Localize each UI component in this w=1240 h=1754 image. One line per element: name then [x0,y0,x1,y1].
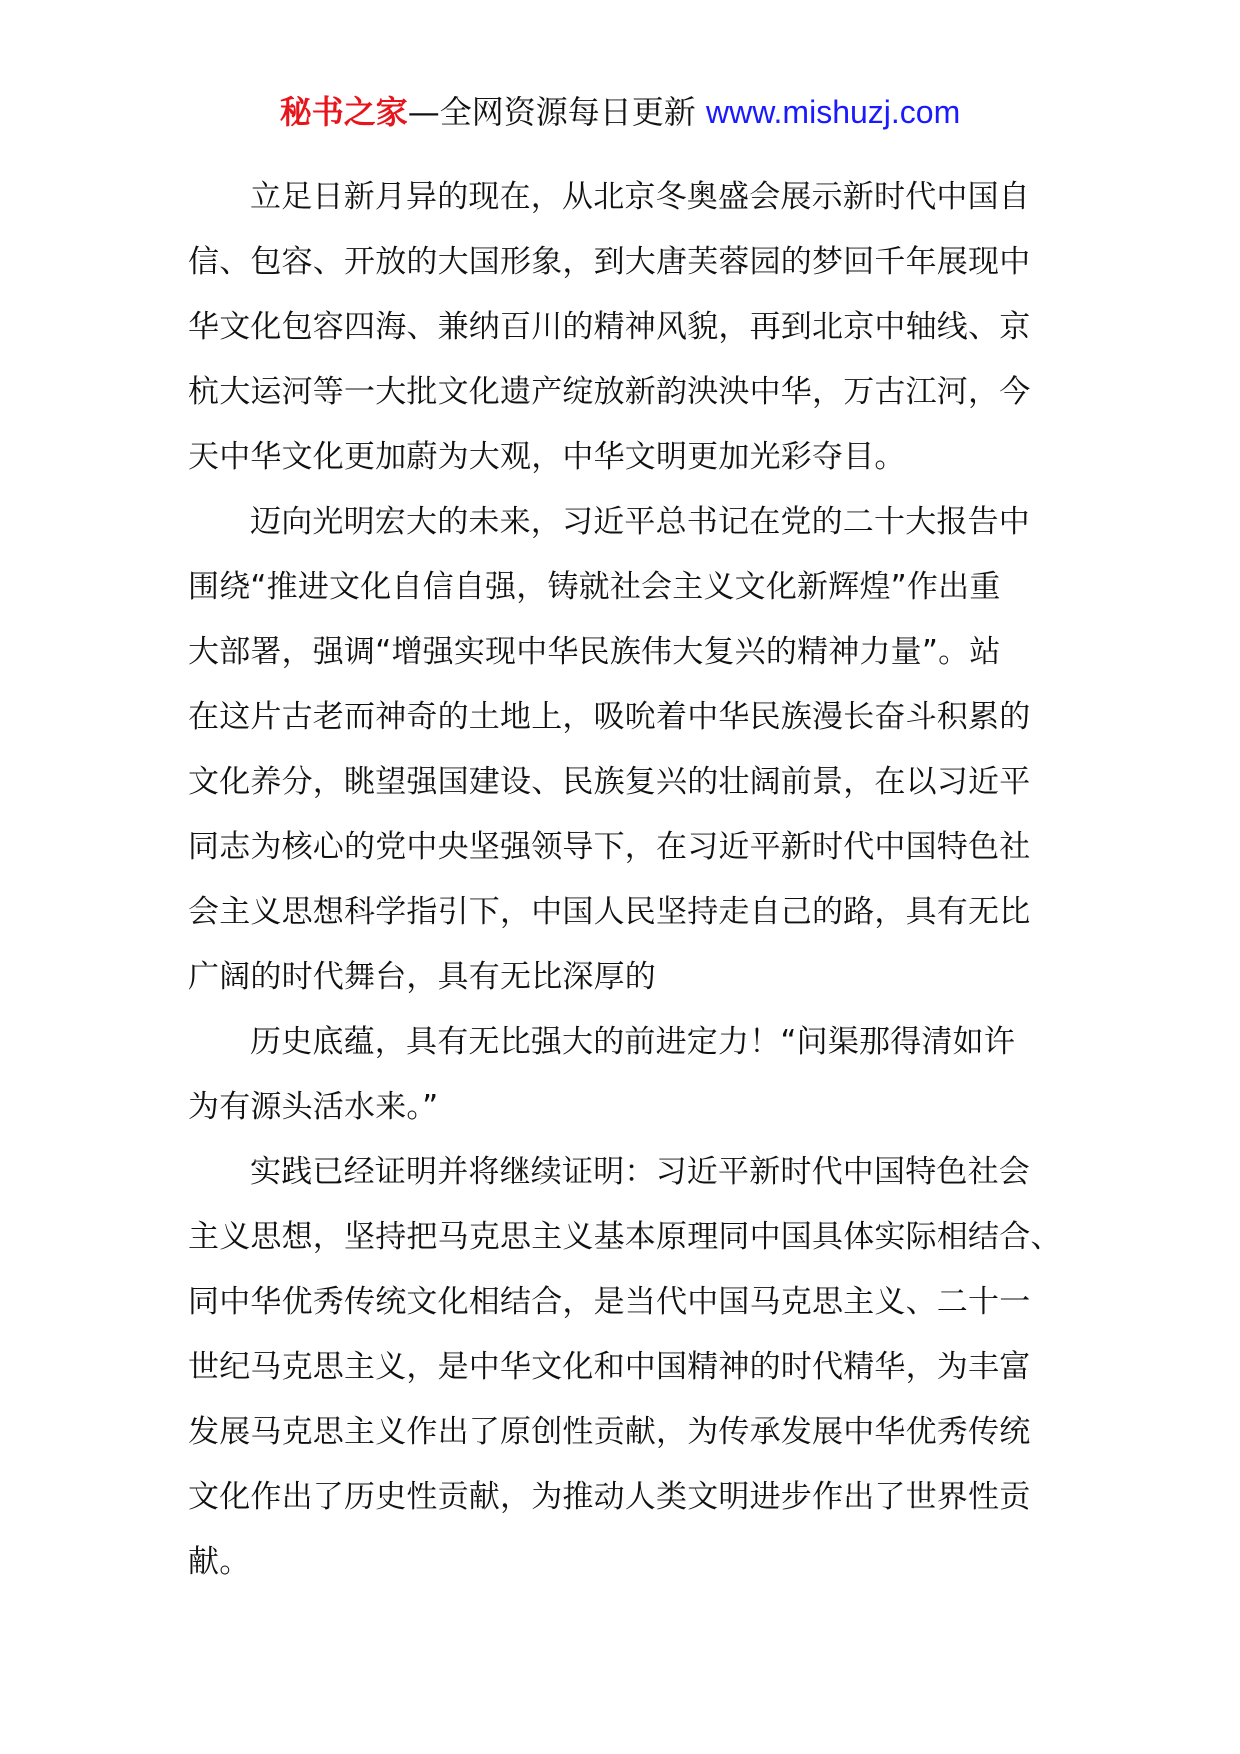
text-line: 同志为核心的党中央坚强领导下，在习近平新时代中国特色社 [188,829,1031,865]
text-line: 世纪马克思主义，是中华文化和中国精神的时代精华，为丰富 [188,1349,1031,1385]
text-line: 华文化包容四海、兼纳百川的精神风貌，再到北京中轴线、京 [188,309,1031,345]
text-line: 主义思想，坚持把马克思主义基本原理同中国具体实际相结合、 [188,1219,1062,1255]
paragraph-4 [188,1140,1062,1595]
text-line: 实践已经证明并将继续证明：习近平新时代中国特色社会 [250,1154,1030,1190]
brand-name: 秘书之家 [279,93,408,131]
paragraph-1 [188,165,1056,490]
text-line: 历史底蕴，具有无比强大的前进定力！“问渠那得清如许 [250,1024,1016,1060]
text-line: 信、包容、开放的大国形象，到大唐芙蓉园的梦回千年展现中 [188,244,1031,280]
text-line: 文化养分，眺望强国建设、民族复兴的壮阔前景，在以习近平 [188,764,1031,800]
paragraph-3 [188,1010,1056,1140]
text-line: 立足日新月异的现在，从北京冬奥盛会展示新时代中国自 [250,179,1030,215]
text-line: 在这片古老而神奇的土地上，吸吮着中华民族漫长奋斗积累的 [188,699,1031,735]
text-line: 围绕“推进文化自信自强，铸就社会主义文化新辉煌”作出重 [188,569,1001,605]
text-line: 大部署，强调“增强实现中华民族伟大复兴的精神力量”。站 [188,634,1001,670]
text-line: 发展马克思主义作出了原创性贡献，为传承发展中华优秀传统 [188,1414,1031,1450]
text-line: 广阔的时代舞台，具有无比深厚的 [188,959,656,995]
website-url[interactable]: www.mishuzj.com [705,94,961,130]
header-tagline: —全网资源每日更新 [407,93,706,131]
text-line: 杭大运河等一大批文化遗产绽放新韵泱泱中华，万古江河，今 [188,374,1031,410]
text-line: 献。 [188,1544,251,1580]
document-body [188,165,1062,1595]
paragraph-2 [188,490,1056,1010]
text-line: 文化作出了历史性贡献，为推动人类文明进步作出了世界性贡 [188,1479,1031,1515]
text-line: 天中华文化更加蔚为大观，中华文明更加光彩夺目。 [188,439,906,475]
text-line: 为有源头活水来。” [188,1089,439,1125]
page-header [0,92,1240,132]
text-line: 迈向光明宏大的未来，习近平总书记在党的二十大报告中 [250,504,1030,540]
text-line: 同中华优秀传统文化相结合，是当代中国马克思主义、二十一 [188,1284,1031,1320]
text-line: 会主义思想科学指引下，中国人民坚持走自己的路，具有无比 [188,894,1031,930]
